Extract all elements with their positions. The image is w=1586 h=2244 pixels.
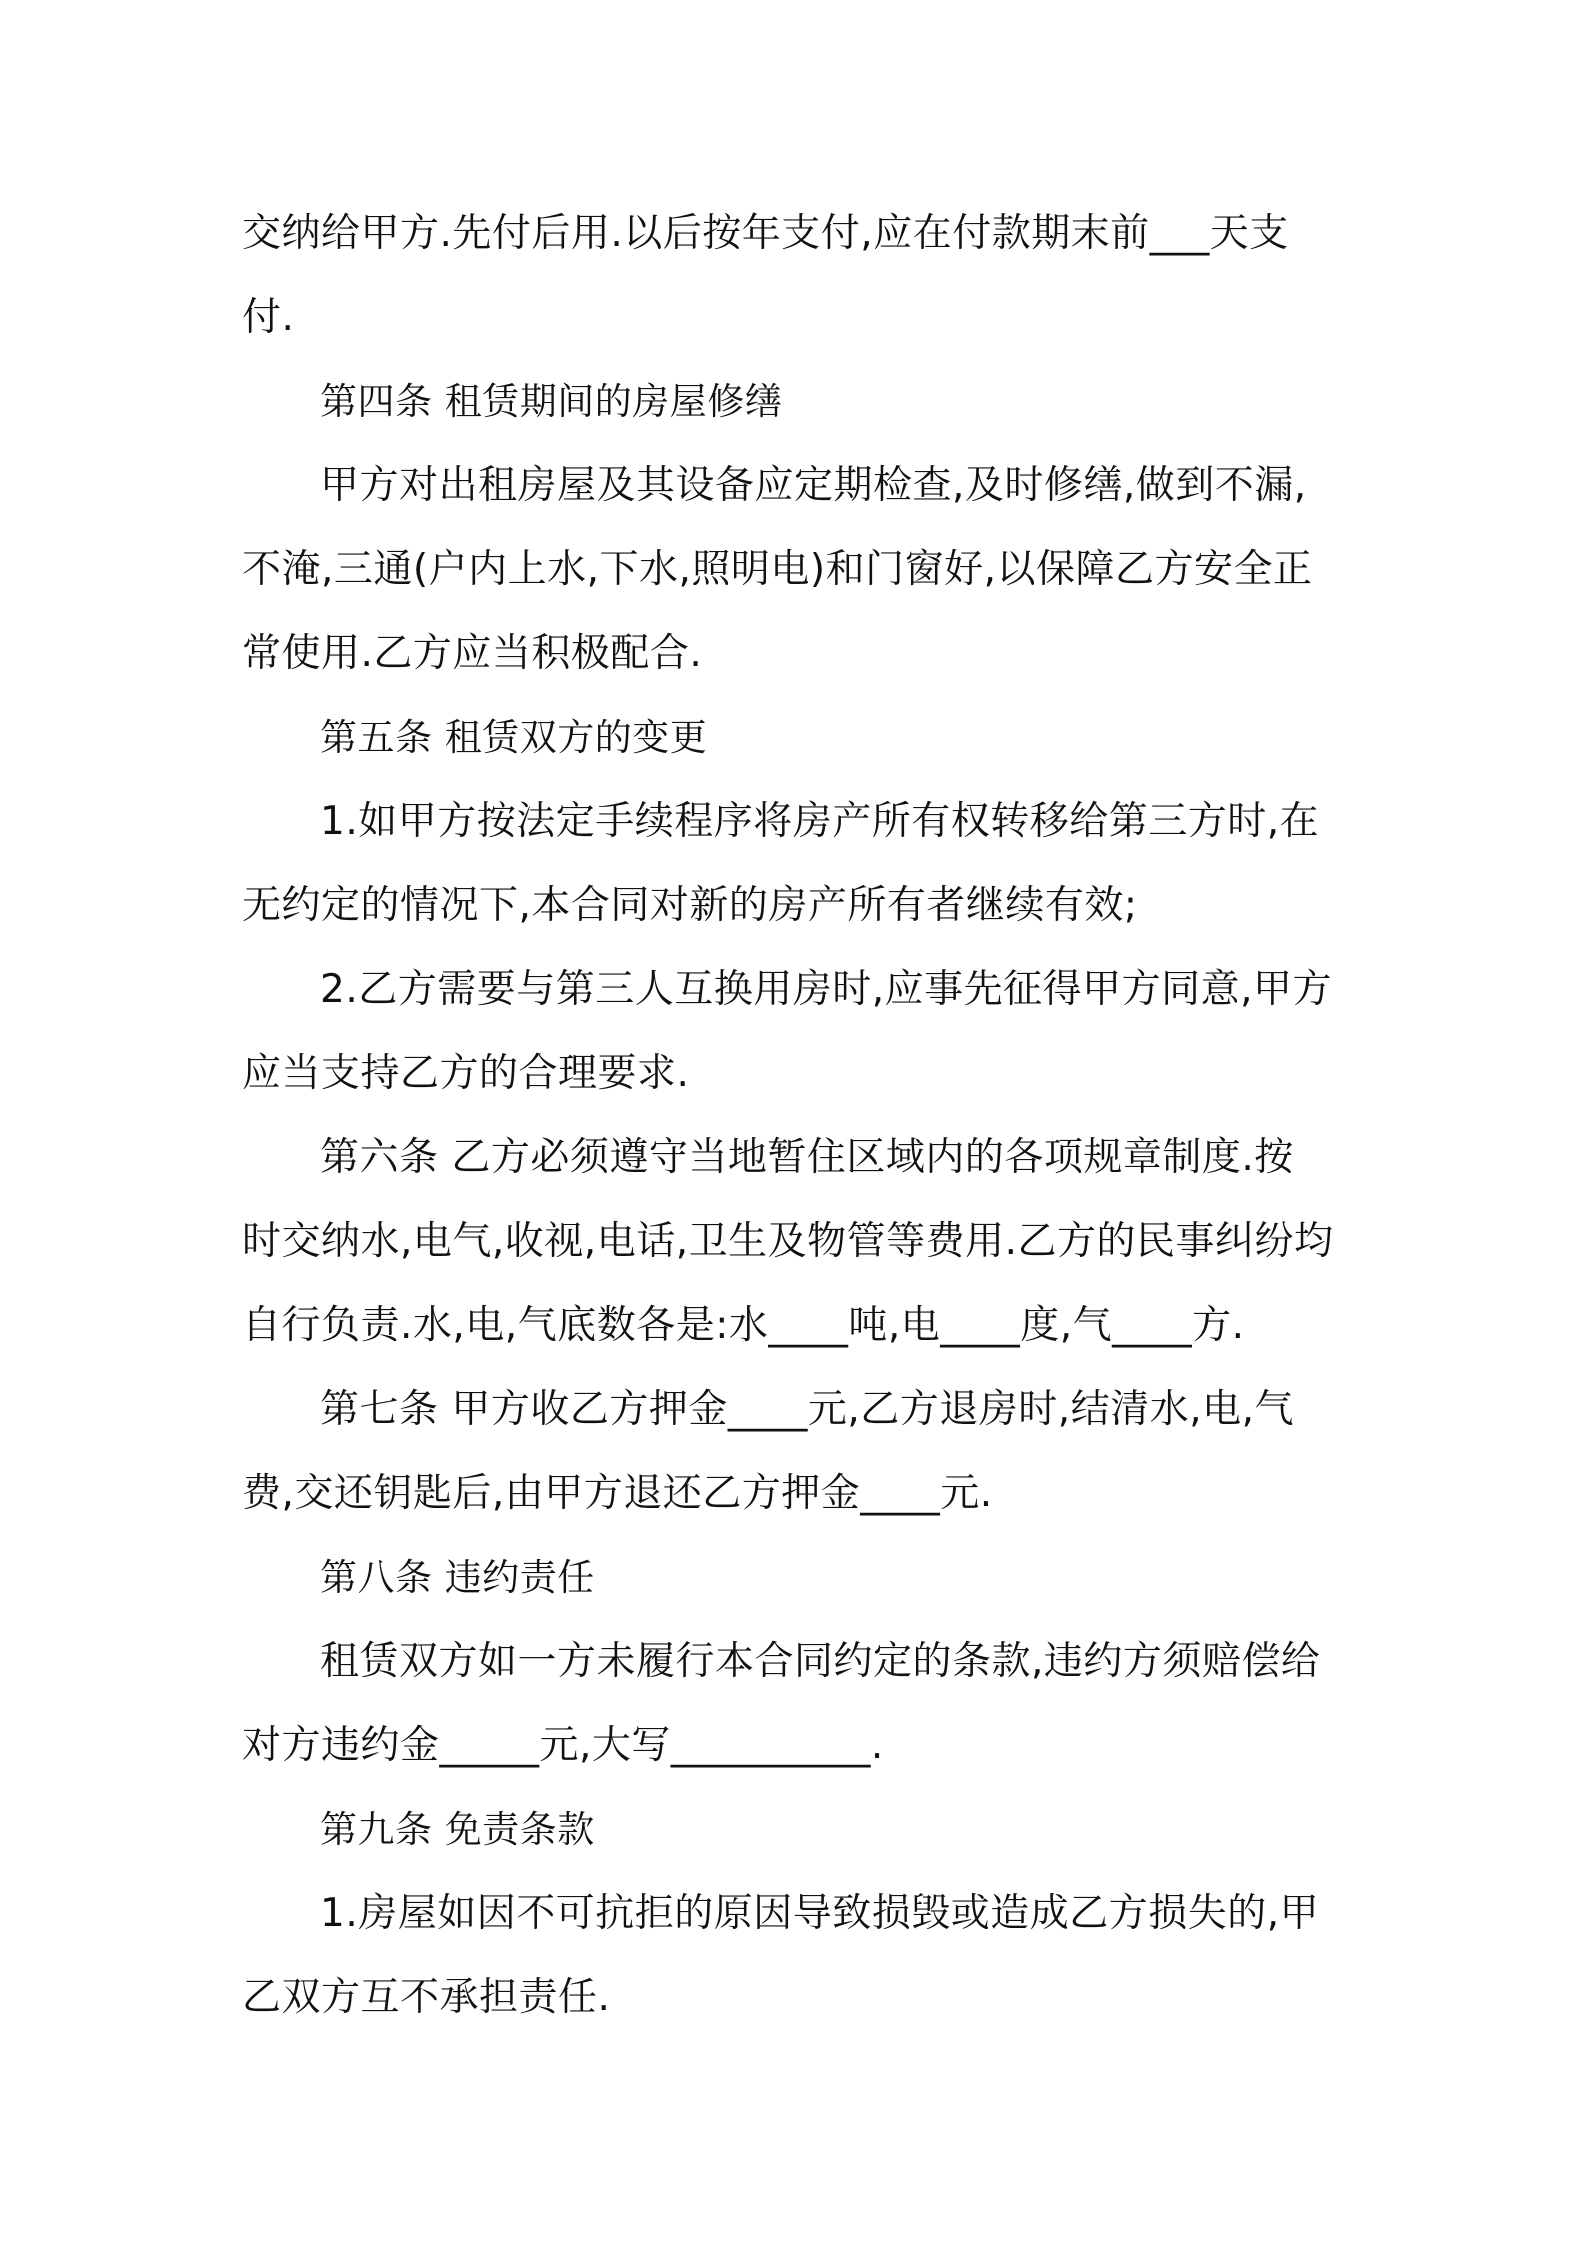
paragraph-line: 交纳给甲方.先付后用.以后按年支付,应在付款期末前___天支 xyxy=(242,211,1289,256)
paragraph-line: 自行负责.水,电,气底数各是:水____吨,电____度,气____方. xyxy=(242,1303,1245,1348)
paragraph-line: 2.乙方需要与第三人互换用房时,应事先征得甲方同意,甲方 xyxy=(320,967,1333,1012)
paragraph-line: 常使用.乙方应当积极配合. xyxy=(242,631,703,676)
article-5-heading: 第五条 租赁双方的变更 xyxy=(320,716,708,759)
paragraph-line: 1.房屋如因不可抗拒的原因导致损毁或造成乙方损失的,甲 xyxy=(320,1891,1320,1936)
paragraph-line: 时交纳水,电气,收视,电话,卫生及物管等费用.乙方的民事纠纷均 xyxy=(242,1219,1334,1264)
paragraph-line: 应当支持乙方的合理要求. xyxy=(242,1051,690,1096)
article-7-paragraph: 第七条 甲方收乙方押金____元,乙方退房时,结清水,电,气 xyxy=(320,1387,1294,1432)
article-6-paragraph: 第六条 乙方必须遵守当地暂住区域内的各项规章制度.按 xyxy=(320,1135,1294,1180)
paragraph-line: 甲方对出租房屋及其设备应定期检查,及时修缮,做到不漏, xyxy=(320,463,1307,508)
paragraph-line: 付. xyxy=(242,295,295,340)
paragraph-line: 不淹,三通(户内上水,下水,照明电)和门窗好,以保障乙方安全正 xyxy=(242,547,1313,592)
article-8-heading: 第八条 违约责任 xyxy=(320,1556,595,1599)
document-body xyxy=(242,192,1350,2040)
paragraph-line: 费,交还钥匙后,由甲方退还乙方押金____元. xyxy=(242,1471,993,1516)
article-9-heading: 第九条 免责条款 xyxy=(320,1808,595,1851)
paragraph-line: 租赁双方如一方未履行本合同约定的条款,违约方须赔偿给 xyxy=(320,1639,1321,1684)
paragraph-line: 无约定的情况下,本合同对新的房产所有者继续有效; xyxy=(242,883,1138,928)
paragraph-line: 对方违约金_____元,大写__________. xyxy=(242,1723,884,1768)
article-4-heading: 第四条 租赁期间的房屋修缮 xyxy=(320,380,783,423)
paragraph-line: 乙双方互不承担责任. xyxy=(242,1975,611,2020)
paragraph-line: 1.如甲方按法定手续程序将房产所有权转移给第三方时,在 xyxy=(320,799,1320,844)
